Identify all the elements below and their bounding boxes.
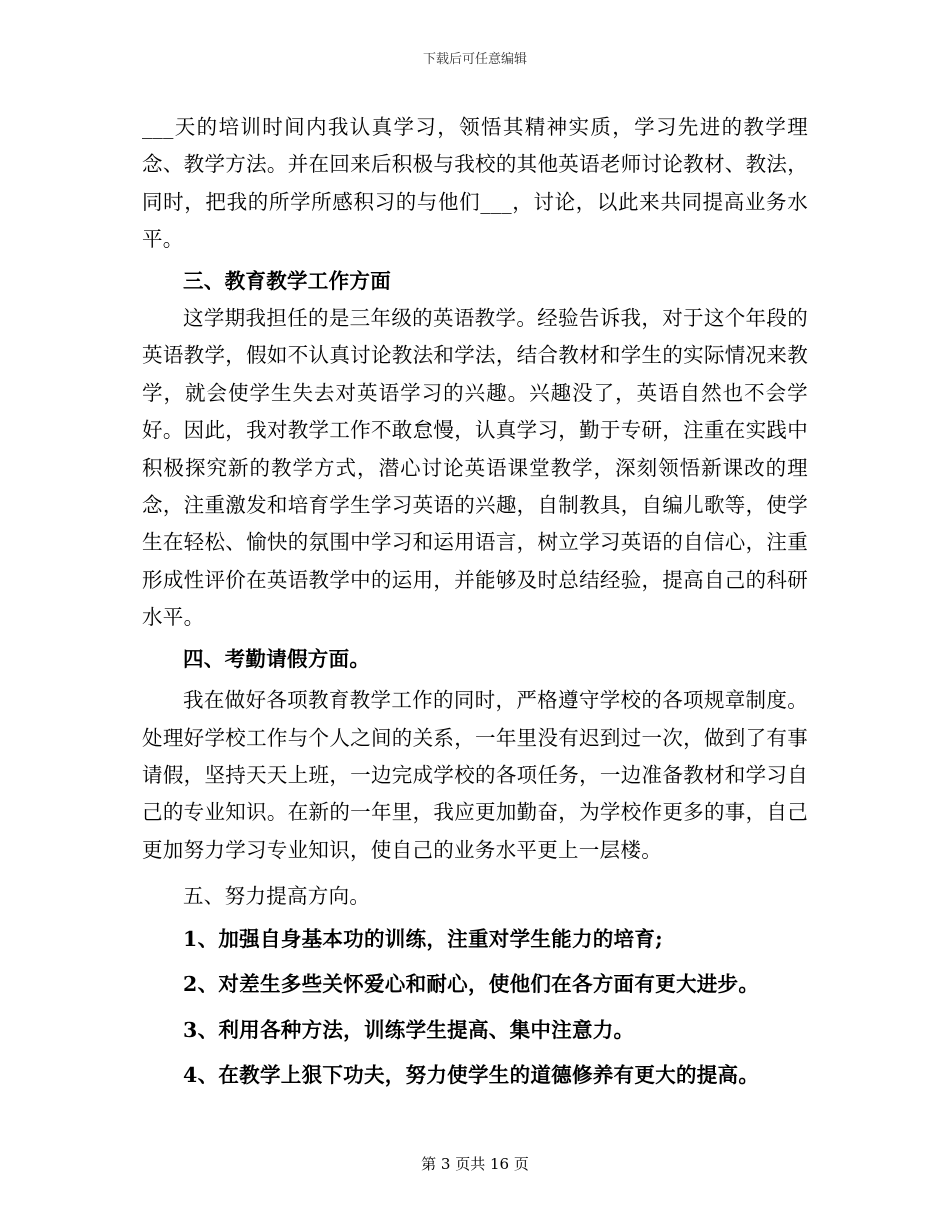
- list-item: 2、对差生多些关怀爱心和耐心，使他们在各方面有更大进步。: [183, 972, 760, 997]
- section-heading-improvement: 五、努力提高方向。: [183, 884, 371, 909]
- list-item: 3、利用各种方法，训练学生提高、集中注意力。: [183, 1017, 635, 1042]
- list-item: 1、加强自身基本功的训练，注重对学生能力的培育;: [183, 926, 664, 951]
- section-heading-attendance: 四、考勤请假方面。: [183, 646, 371, 671]
- paragraph-training: ___天的培训时间内我认真学习，领悟其精神实质，学习先进的教学理念、教学方法。并在回来后积极与我校的其他英语老师讨论教材、教法，同时，把我的所学所感积习的与他们___，讨论，以此来共同提高业务水平。: [142, 115, 808, 252]
- paragraph-teaching: 这学期我担任的是三年级的英语教学。经验告诉我，对于这个年段的英语教学，假如不认真讨论教法和学法，结合教材和学生的实际情况来教学，就会使学生失去对英语学习的兴趣。兴趣没了，英语自然也不会学好。因此，我对教学工作不敢怠慢，认真学习，勤于专研，注重在实践中积极探究新的教学方式，潜心讨论英语课堂教学，深刻领悟新课改的理念，注重激发和培育学生学习英语的兴趣，自制教具，自编儿歌等，使学生在轻松、愉快的氛围中学习和运用语言，树立学习英语的自信心，注重形成性评价在英语教学中的运用，并能够及时总结经验，提高自己的科研水平。: [142, 306, 808, 630]
- paragraph-attendance: 我在做好各项教育教学工作的同时，严格遵守学校的各项规章制度。处理好学校工作与个人之间的关系，一年里没有迟到过一次，做到了有事请假，坚持天天上班，一边完成学校的各项任务，一边准备教材和学习自己的专业知识。在新的一年里，我应更加勤奋，为学校作更多的事，自己更加努力学习专业知识，使自己的业务水平更上一层楼。: [142, 688, 808, 862]
- section-heading-teaching: 三、教育教学工作方面: [183, 268, 391, 293]
- document-body: [142, 109, 808, 1099]
- page-number: 第 3 页共 16 页: [421, 1155, 529, 1173]
- list-item: 4、在教学上狠下功夫，努力使学生的道德修养有更大的提高。: [183, 1063, 760, 1088]
- page-header: 下载后可任意编辑: [422, 52, 527, 67]
